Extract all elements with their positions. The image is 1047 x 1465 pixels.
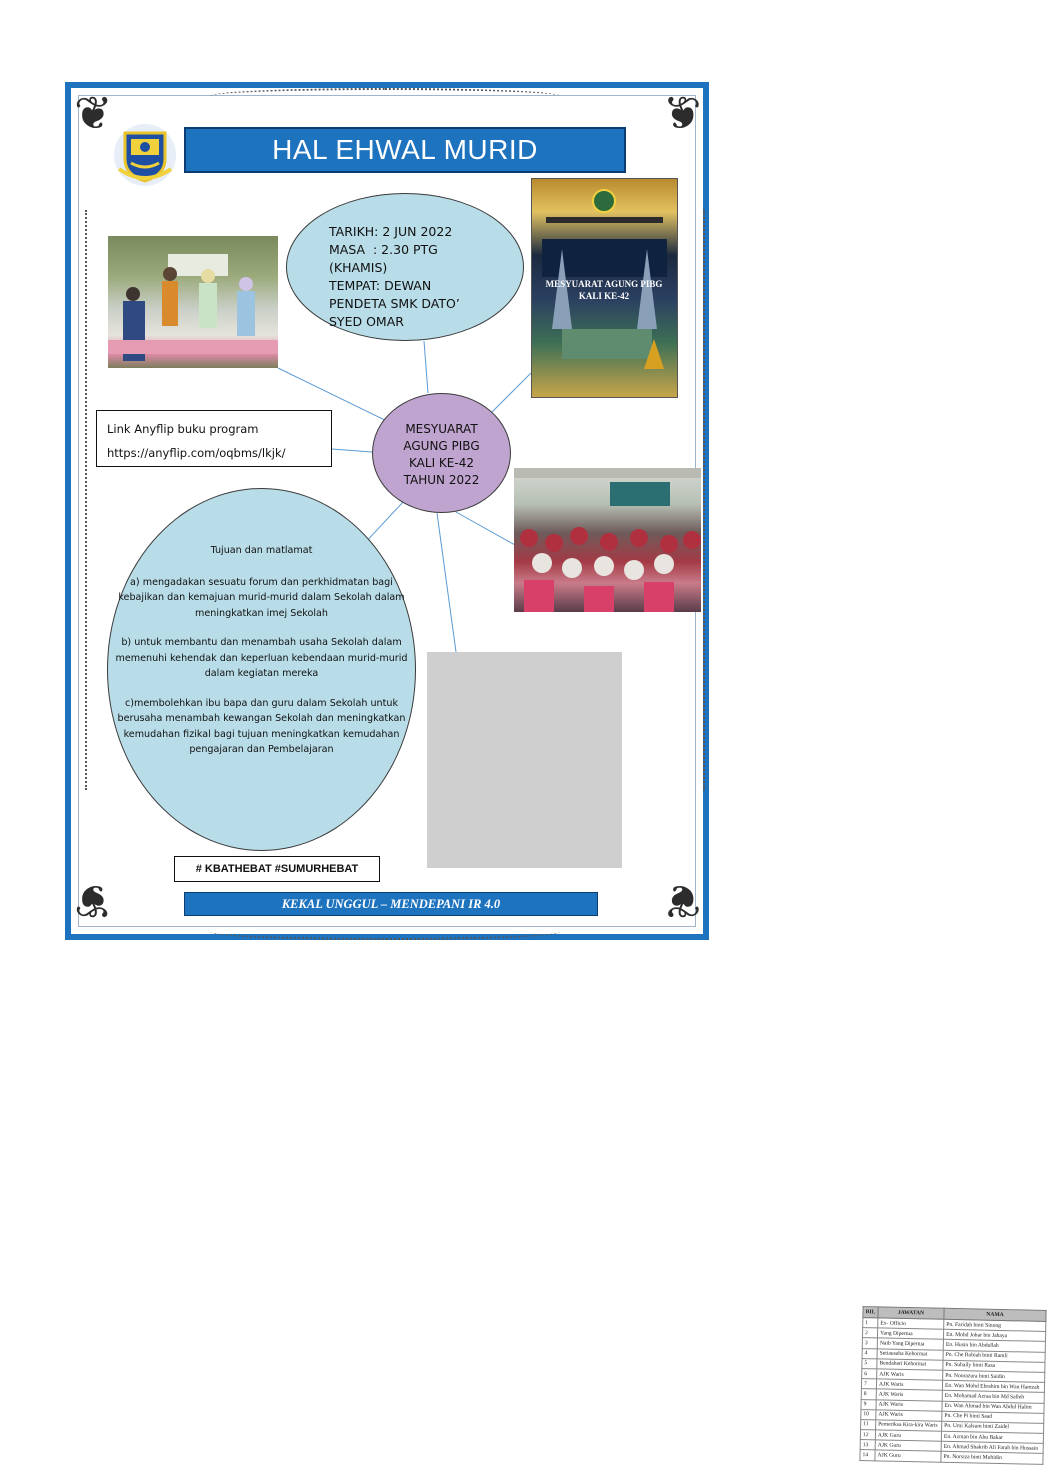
- committee-table: [859, 1306, 1046, 1464]
- committee-list-photo: [427, 652, 1040, 1462]
- table-cell: Pn. Noorazura binti Saidin: [943, 1370, 1045, 1382]
- table-cell: AJK Waris: [876, 1410, 942, 1422]
- hashtag-box: # KBATHEBAT #SUMURHEBAT: [174, 856, 380, 882]
- goal-item: b) untuk membantu dan menambah usaha Sekolah dalam memenuhi kehendak dan keperluan kebendaan murid-murid dalam kegiatan mereka: [115, 637, 408, 679]
- table-cell: 10: [861, 1409, 876, 1419]
- poster-title: MESYUARAT AGUNG PIBG: [545, 279, 663, 289]
- table-header: JAWATAN: [878, 1307, 944, 1319]
- table-cell: 1: [863, 1318, 878, 1328]
- program-book-cover: [531, 178, 678, 398]
- table-cell: 8: [861, 1389, 876, 1399]
- table-cell: 11: [861, 1419, 876, 1429]
- table-cell: En. Ahmad Shakrib Ali Farah bin Hussain: [941, 1442, 1043, 1454]
- table-cell: Bendahari Kehormat: [877, 1359, 943, 1371]
- goal-item: c)membolehkan ibu bapa dan guru dalam Sekolah untuk berusaha menambah kewangan Sekolah dan meningkatkan kemudahan fizikal bagi tujuan meningkatkan kemudahan pengajaran dan Pembelajaran: [117, 697, 406, 755]
- table-cell: AJK Waris: [877, 1369, 943, 1381]
- table-cell: 12: [860, 1430, 875, 1440]
- school-logo: [114, 124, 176, 186]
- table-cell: AJK Guru: [875, 1450, 941, 1462]
- table-header: BIL: [863, 1307, 878, 1318]
- table-cell: En. Husin bin Abdullah: [943, 1340, 1045, 1352]
- table-cell: Pn. Che Pi binti Saad: [942, 1411, 1044, 1423]
- table-cell: En. Wan Ahmad bin Wan Abdul Halim: [942, 1401, 1044, 1413]
- table-cell: AJK Waris: [876, 1399, 942, 1411]
- table-cell: Pemeriksa Kira-kira Waris: [876, 1420, 942, 1432]
- table-cell: En. Mohamad Azraa bin Md Salleh: [942, 1391, 1044, 1403]
- table-cell: AJK Guru: [875, 1440, 941, 1452]
- table-cell: Naib Yang Dipertua: [877, 1338, 943, 1350]
- corner-ornament-icon: ❦: [663, 874, 702, 928]
- school-crest-icon: [117, 125, 173, 185]
- table-header: NAMA: [944, 1308, 1046, 1321]
- table-cell: 9: [861, 1399, 876, 1409]
- corner-ornament-icon: ❦: [74, 86, 113, 140]
- table-cell: Setiausaha Kehormat: [877, 1348, 943, 1360]
- audience-photo: [514, 468, 701, 612]
- table-cell: Ex- Officio: [878, 1318, 944, 1330]
- poster-subtitle: KALI KE-42: [578, 291, 630, 301]
- corner-ornament-icon: ❦: [74, 874, 113, 928]
- table-cell: 14: [860, 1450, 875, 1460]
- table-cell: AJK Guru: [875, 1430, 941, 1442]
- corner-ornament-icon: ❦: [663, 86, 702, 140]
- table-cell: En. Azman bin Abu Bakar: [941, 1431, 1043, 1443]
- table-cell: Pn. Umi Kalsum binti Zaidel: [942, 1421, 1044, 1433]
- table-cell: En. Wan Mohd Ebrahim bin Wan Hamzah: [942, 1380, 1044, 1392]
- anyflip-link[interactable]: https://anyflip.com/oqbms/lkjk/: [107, 446, 286, 460]
- table-cell: Pn. Faridah binti Sinong: [944, 1319, 1046, 1331]
- table-cell: AJK Waris: [876, 1379, 942, 1391]
- table-cell: 6: [862, 1369, 877, 1379]
- table-cell: En. Mohd Johar bin Jahaya: [943, 1329, 1045, 1341]
- event-photo-presentation: [108, 236, 278, 368]
- page-title: HAL EHWAL MURID: [184, 127, 626, 173]
- table-cell: 5: [862, 1358, 877, 1368]
- table-cell: 2: [862, 1328, 877, 1338]
- goals-heading: Tujuan dan matlamat: [210, 545, 313, 556]
- table-cell: 4: [862, 1348, 877, 1358]
- goals-text: [108, 543, 415, 772]
- anyflip-link-box: [96, 410, 332, 467]
- table-cell: 13: [860, 1440, 875, 1450]
- table-cell: Pn. Che Robiah binti Ramli: [943, 1350, 1045, 1362]
- footer-motto: KEKAL UNGGUL – MENDEPANI IR 4.0: [184, 892, 598, 916]
- table-cell: Pn. Suhaily binti Rasa: [943, 1360, 1045, 1372]
- table-cell: Pn. Norsiza binti Muhidin: [941, 1452, 1043, 1464]
- goal-item: a) mengadakan sesuatu forum dan perkhidmatan bagi kebajikan dan kemajuan murid-murid dalam Sekolah dalam meningkatkan imej Sekolah: [118, 576, 405, 619]
- event-details-text: TARIKH: 2 JUN 2022 MASA : 2.30 PTG (KHAMIS) TEMPAT: DEWAN PENDETA SMK DATO’ SYED OMAR: [329, 224, 460, 329]
- table-cell: 7: [861, 1379, 876, 1389]
- table-cell: Yang Dipertua: [877, 1328, 943, 1340]
- link-label: Link Anyflip buku program: [107, 422, 259, 436]
- table-cell: 3: [862, 1338, 877, 1348]
- center-topic-text: MESYUARAT AGUNG PIBG KALI KE-42 TAHUN 2022: [403, 422, 480, 487]
- table-cell: AJK Waris: [876, 1389, 942, 1401]
